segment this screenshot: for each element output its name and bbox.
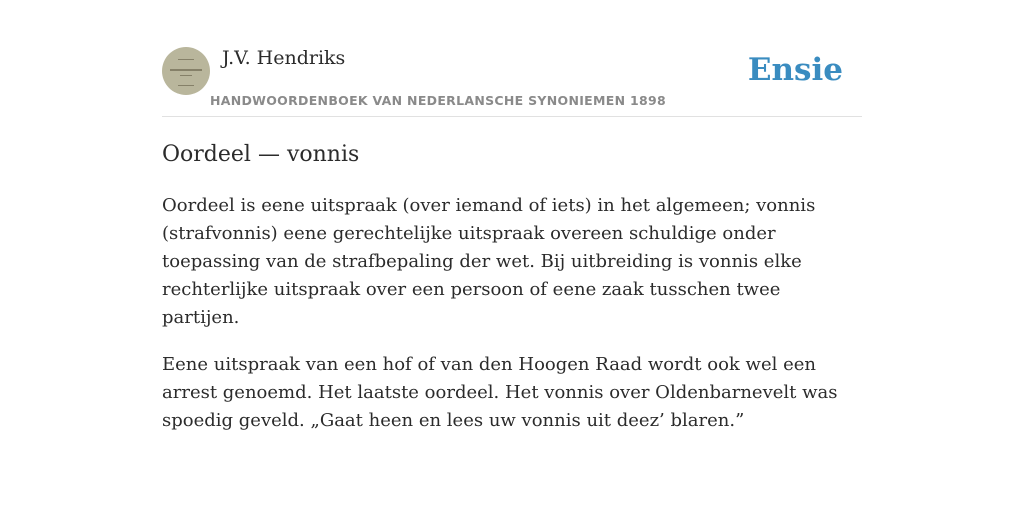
author-name[interactable]: J.V. Hendriks [222,47,346,69]
entry-title: Oordeel — vonnis [162,142,360,167]
ensie-logo[interactable]: Ensie [747,52,843,88]
entry-card [162,0,862,512]
entry-header [162,0,862,117]
entry-body [162,192,862,454]
entry-paragraph: Eene uitspraak van een hof of van den Hoogen Raad wordt ook wel een arrest genoemd. Het laatste oordeel. Het vonnis over Oldenbarnevelt was spoedig geveld. „Gaat heen en lees uw vonnis uit deez’ blaren.” [162,354,838,431]
source-title[interactable]: HANDWOORDENBOEK VAN NEDERLANSCHE SYNONIEMEN 1898 [210,93,667,108]
source-book-cover-avatar[interactable] [162,47,210,95]
entry-paragraph: Oordeel is eene uitspraak (over iemand of iets) in het algemeen; vonnis (strafvonnis) eene gerechtelijke uitspraak overeen schuldige onder toepassing van de strafbepaling der wet. Bij uitbreiding is vonnis elke rechterlijke uitspraak over een persoon of eene zaak tusschen twee partijen. [162,195,816,328]
